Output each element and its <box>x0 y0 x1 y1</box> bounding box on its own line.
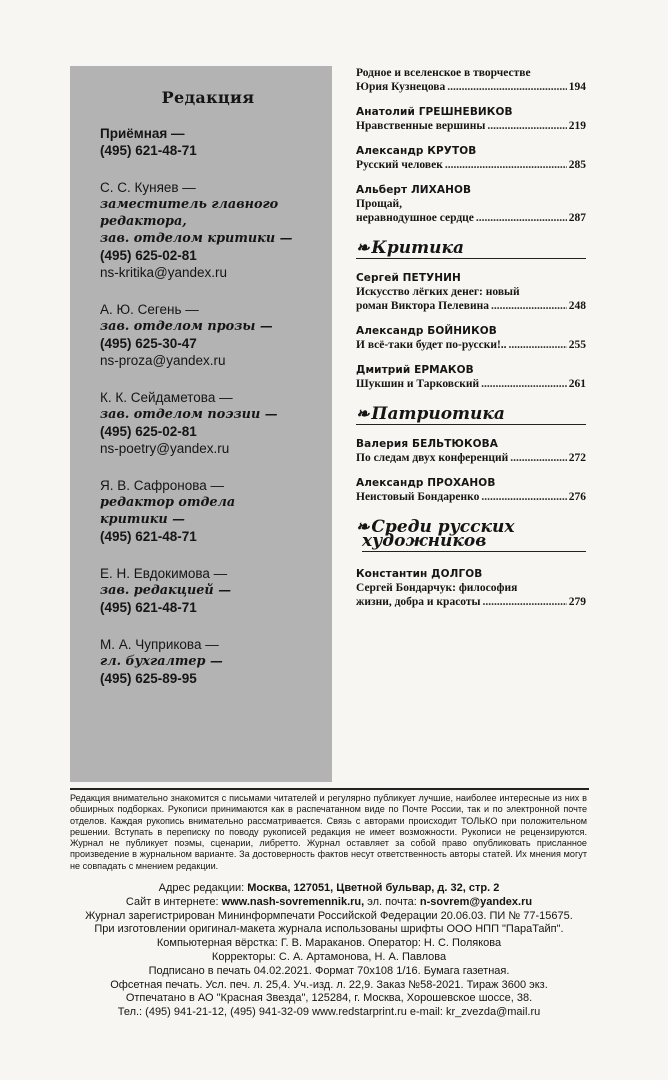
staff-name: К. К. Сейдаметова — <box>100 390 233 405</box>
staff-phone: (495) 625-89-95 <box>100 671 197 686</box>
flourish-icon: ❧ <box>356 404 370 423</box>
flourish-icon: ❧ <box>356 517 370 536</box>
toc-author: Константин ДОЛГОВ <box>356 568 483 580</box>
toc-title: Нравственные вершины <box>356 120 486 132</box>
staff-block <box>100 565 316 616</box>
table-of-contents <box>356 66 586 620</box>
toc-entry[interactable] <box>356 271 586 313</box>
toc-leader <box>476 211 567 225</box>
toc-page: 219 <box>568 120 586 132</box>
address-value: Москва, 127051, Цветной бульвар, д. 32, стр. 2 <box>247 882 500 894</box>
toc-page: 272 <box>568 452 586 464</box>
print-info-line: Офсетная печать. Усл. печ. л. 25,4. Уч.-изд. л. 22,9. Заказ №58-2021. Тираж 3600 экз. <box>110 978 548 991</box>
section-heading-patriotics <box>356 404 586 425</box>
panel-title: Редакция <box>161 88 255 107</box>
section-title: Патриотика <box>371 404 505 424</box>
staff-email-link[interactable]: ns-proza@yandex.ru <box>100 353 226 368</box>
toc-title-line: Сергей Бондарчук: философия <box>356 582 518 594</box>
staff-block <box>100 301 316 369</box>
address-line <box>62 882 596 896</box>
toc-title-line: Прощай, <box>356 198 403 210</box>
staff-role: редактор отдела <box>100 495 236 510</box>
staff-role: заместитель главного <box>100 197 279 212</box>
staff-email-link[interactable]: ns-kritika@yandex.ru <box>100 265 227 280</box>
toc-title-row <box>356 451 586 465</box>
toc-leader <box>491 299 567 313</box>
staff-role: зав. отделом критики — <box>100 231 293 246</box>
section-title-line2: художников <box>362 534 586 552</box>
toc-leader <box>481 377 567 391</box>
toc-leader <box>481 490 566 504</box>
toc-page: 261 <box>568 378 586 390</box>
toc-entry[interactable] <box>356 144 586 172</box>
layout-line: Компьютерная вёрстка: Г. В. Мараканов. Оператор: Н. С. Полякова <box>156 937 502 950</box>
section-title: Критика <box>371 238 464 258</box>
toc-title-row <box>356 490 586 504</box>
site-link[interactable]: www.nash-sovremennik.ru, <box>221 895 365 908</box>
email-link[interactable]: n-sovrem@yandex.ru <box>419 895 533 908</box>
toc-entry[interactable] <box>356 324 586 352</box>
staff-phone: (495) 621-48-71 <box>100 143 197 158</box>
staff-block <box>100 477 316 545</box>
toc-page: 194 <box>568 81 586 93</box>
staff-email-link[interactable]: ns-poetry@yandex.ru <box>100 441 230 456</box>
toc-title: По следам двух конференций <box>356 452 509 464</box>
contacts-line: Тел.: (495) 941-21-12, (495) 941-32-09 www.redstarprint.ru e-mail: kr_zvezda@mail.ru <box>117 1006 541 1019</box>
staff-block <box>100 636 316 687</box>
toc-leader <box>509 338 567 352</box>
toc-leader <box>487 119 566 133</box>
toc-title: Шукшин и Тарковский <box>356 378 480 390</box>
toc-title-row <box>356 595 586 609</box>
staff-phone: (495) 621-48-71 <box>100 529 197 544</box>
flourish-icon: ❧ <box>356 238 370 257</box>
signed-line: Подписано в печать 04.02.2021. Формат 70х108 1/16. Бумага газетная. <box>148 964 510 977</box>
editorial-notice: Редакция внимательно знакомится с письмами читателей и регулярно публикует лучшие, наиболее интересные из них в обширных подборках. Рукописи принимаются как в распечатанном виде по Почте России, так и по электронной почте отделов. Каждая рукопись внимательно рассматривается. Связь с авторами происходит ТОЛЬКО при положительном решении. Вступать в переписку по поводу рукописей редакция не имеет возможности. Рукописи не рецензируются. Журнал не публикует поэмы, сценарии, либретто. Журнал оставляет за собой право опубликовать присланное произведение в журнальном варианте. За достоверность фактов несут ответственность авторы статей. Их мнения могут не совпадать с мнением редакции. <box>70 793 587 871</box>
section-title: Среди русских <box>371 517 515 537</box>
toc-author: Анатолий ГРЕШНЕВИКОВ <box>356 106 513 118</box>
toc-entry[interactable] <box>356 476 586 504</box>
toc-title: Юрия Кузнецова <box>356 81 446 93</box>
toc-title: роман Виктора Пелевина <box>356 300 489 312</box>
toc-entry[interactable] <box>356 363 586 391</box>
staff-name: Я. В. Сафронова — <box>100 478 225 493</box>
toc-title-row <box>356 80 586 94</box>
staff-role: зав. отделом прозы — <box>100 319 273 334</box>
toc-title-line: Родное и вселенское в творчестве <box>356 67 531 79</box>
address-label: Адрес редакции: <box>158 882 245 894</box>
staff-block <box>100 389 316 457</box>
toc-entry[interactable] <box>356 437 586 465</box>
toc-entry[interactable] <box>356 105 586 133</box>
toc-title-row <box>356 211 586 225</box>
fonts-line: При изготовлении оригинал-макета журнала использованы шрифты ООО НПП "ПараТайп". <box>94 923 564 936</box>
toc-leader <box>483 595 567 609</box>
staff-name: А. Ю. Сегень — <box>100 302 199 317</box>
imprint <box>62 882 596 1020</box>
staff-phone: (495) 625-30-47 <box>100 336 197 351</box>
toc-page: 285 <box>568 159 586 171</box>
staff-phone: (495) 625-02-81 <box>100 424 197 439</box>
staff-name: Приёмная — <box>100 126 185 141</box>
toc-entry[interactable] <box>356 567 586 609</box>
toc-page: 248 <box>568 300 586 312</box>
section-heading-artists <box>356 517 586 555</box>
staff-phone: (495) 621-48-71 <box>100 600 197 615</box>
toc-leader <box>445 158 567 172</box>
toc-title: Русский человек <box>356 159 443 171</box>
toc-title: И всё-таки будет по-русски!.. <box>356 339 507 351</box>
toc-author: Валерия БЕЛЬТЮКОВА <box>356 438 498 450</box>
toc-leader <box>510 451 566 465</box>
site-label: Сайт в интернете: <box>125 895 219 908</box>
toc-title-row <box>356 377 586 391</box>
section-heading-critique <box>356 238 586 259</box>
toc-author: Сергей ПЕТУНИН <box>356 272 461 284</box>
toc-title-row <box>356 299 586 313</box>
toc-title-line: Искусство лёгких денег: новый <box>356 286 520 298</box>
toc-page: 287 <box>568 212 586 224</box>
toc-title-row <box>356 158 586 172</box>
proofreaders-line: Корректоры: С. А. Артамонова, Н. А. Павлова <box>211 950 447 963</box>
staff-name: С. С. Куняев — <box>100 180 196 195</box>
staff-role: редактора, <box>100 214 187 229</box>
toc-title-row <box>356 119 586 133</box>
toc-entry[interactable] <box>356 183 586 225</box>
email-label: эл. почта: <box>367 895 417 908</box>
editorial-panel <box>70 66 332 782</box>
staff-role: критики — <box>100 512 185 527</box>
toc-title: жизни, добра и красоты <box>356 596 481 608</box>
toc-author: Дмитрий ЕРМАКОВ <box>356 364 474 376</box>
staff-phone: (495) 625-02-81 <box>100 248 197 263</box>
staff-block <box>100 179 316 281</box>
toc-leader <box>447 80 566 94</box>
toc-page: 279 <box>568 596 586 608</box>
toc-title: неравнодушное сердце <box>356 212 474 224</box>
toc-entry[interactable] <box>356 66 586 94</box>
toc-author: Альберт ЛИХАНОВ <box>356 184 472 196</box>
divider <box>70 788 589 790</box>
staff-role: зав. редакцией — <box>100 583 231 598</box>
printed-at-line: Отпечатано в АО "Красная Звезда", 125284, г. Москва, Хорошевское шоссе, 38. <box>125 992 533 1005</box>
toc-author: Александр КРУТОВ <box>356 145 477 157</box>
staff-block-reception <box>100 125 316 159</box>
staff-role: гл. бухгалтер — <box>100 654 223 669</box>
staff-name: Е. Н. Евдокимова — <box>100 566 228 581</box>
toc-title-row <box>356 338 586 352</box>
toc-page: 255 <box>568 339 586 351</box>
staff-role: зав. отделом поэзии — <box>100 407 278 422</box>
toc-author: Александр БОЙНИКОВ <box>356 325 497 337</box>
site-line <box>62 896 596 910</box>
registration-line: Журнал зарегистрирован Мининформпечати Российской Федерации 20.06.03. ПИ № 77-15675. <box>85 909 573 922</box>
toc-title: Неистовый Бондаренко <box>356 491 480 503</box>
toc-page: 276 <box>568 491 586 503</box>
toc-author: Александр ПРОХАНОВ <box>356 477 496 489</box>
staff-name: М. А. Чуприкова — <box>100 637 219 652</box>
